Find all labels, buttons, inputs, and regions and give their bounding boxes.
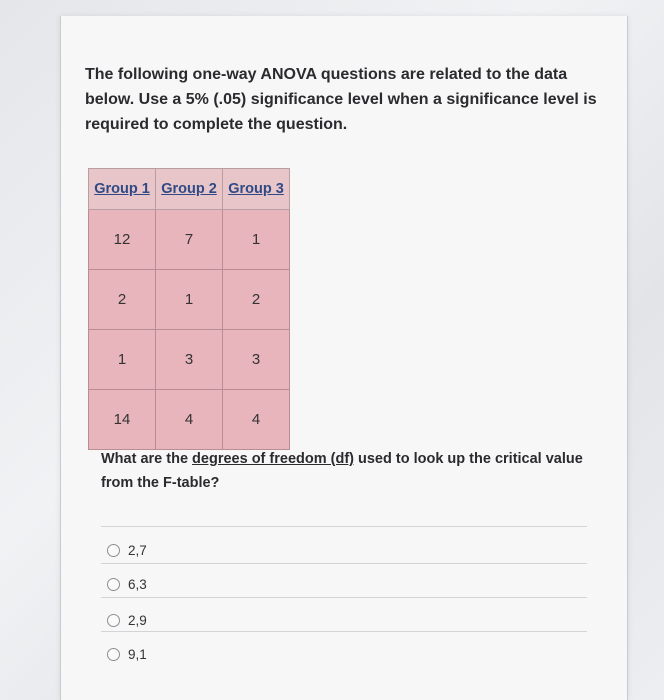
df-question bbox=[101, 447, 601, 495]
answer-option[interactable] bbox=[107, 540, 147, 560]
table-cell: 2 bbox=[89, 270, 156, 330]
option-label: 6,3 bbox=[128, 576, 147, 592]
table-cell: 12 bbox=[89, 210, 156, 270]
header-group-3: Group 3 bbox=[223, 169, 290, 210]
table-cell: 3 bbox=[223, 330, 290, 390]
header-group-2: Group 2 bbox=[156, 169, 223, 210]
radio-button[interactable] bbox=[107, 544, 120, 557]
table-row bbox=[89, 330, 290, 390]
option-label: 9,1 bbox=[128, 646, 147, 662]
table-cell: 3 bbox=[156, 330, 223, 390]
table-row bbox=[89, 390, 290, 450]
radio-button[interactable] bbox=[107, 648, 120, 661]
table-cell: 1 bbox=[89, 330, 156, 390]
radio-button[interactable] bbox=[107, 614, 120, 627]
table-header-row bbox=[89, 169, 290, 210]
table-cell: 4 bbox=[156, 390, 223, 450]
answer-option[interactable] bbox=[107, 574, 147, 594]
radio-button[interactable] bbox=[107, 578, 120, 591]
table-cell: 14 bbox=[89, 390, 156, 450]
question-intro: The following one-way ANOVA questions are related to the data below. Use a 5% (.05) significance level when a significance level is required to complete the question. bbox=[85, 66, 597, 133]
header-group-1: Group 1 bbox=[89, 169, 156, 210]
table-row bbox=[89, 270, 290, 330]
question-card bbox=[60, 16, 628, 700]
table-row bbox=[89, 210, 290, 270]
option-label: 2,9 bbox=[128, 612, 147, 628]
prompt-before: What are the bbox=[101, 451, 193, 467]
answer-option[interactable] bbox=[107, 610, 147, 630]
option-label: 2,7 bbox=[128, 542, 147, 558]
df-link[interactable]: degrees of freedom (df) bbox=[192, 451, 354, 467]
divider bbox=[101, 526, 587, 527]
divider bbox=[101, 563, 587, 564]
table-cell: 7 bbox=[156, 210, 223, 270]
table-cell: 1 bbox=[223, 210, 290, 270]
divider bbox=[101, 597, 587, 598]
anova-data-table bbox=[88, 168, 290, 450]
answer-option[interactable] bbox=[107, 644, 147, 664]
divider bbox=[101, 631, 587, 632]
table-cell: 4 bbox=[223, 390, 290, 450]
prompt-after: used to look up the critical value from the F-table? bbox=[101, 451, 583, 491]
table-cell: 1 bbox=[156, 270, 223, 330]
table-cell: 2 bbox=[223, 270, 290, 330]
